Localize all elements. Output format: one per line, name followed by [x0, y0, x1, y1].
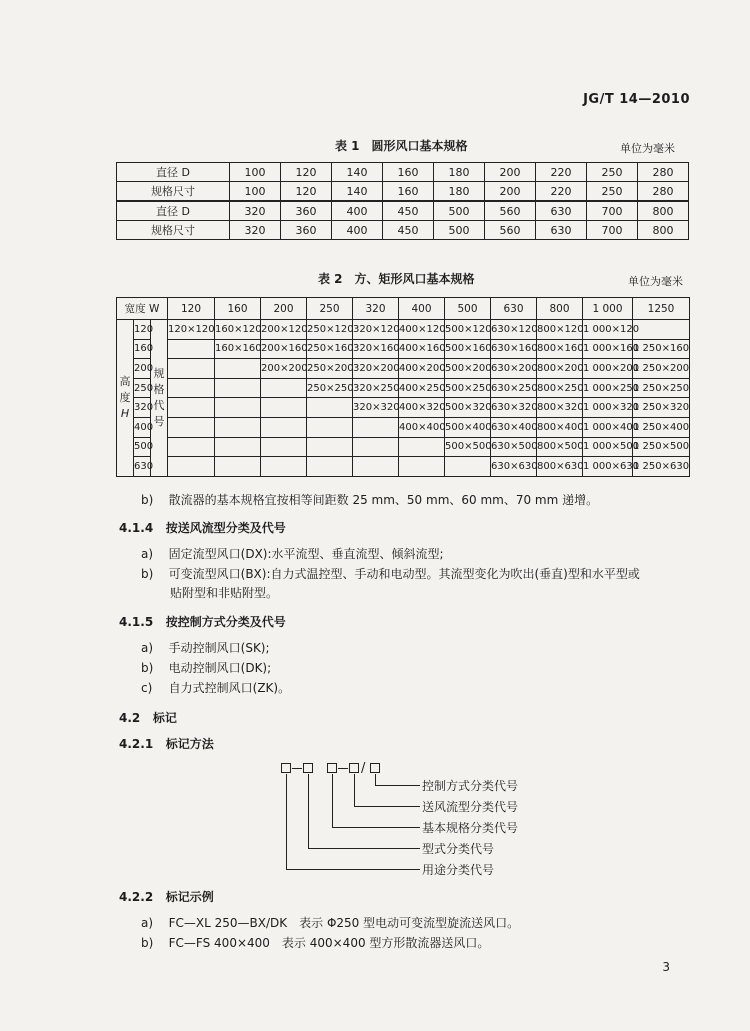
table-cell: 160×160: [215, 339, 261, 359]
table-row: [117, 163, 689, 182]
spec-label-char: 代: [153, 398, 165, 412]
table-cell: 1 250×160: [633, 339, 690, 359]
table-cell: 800×120: [537, 320, 583, 340]
table-cell-empty: [445, 457, 491, 477]
table-cell: 220: [536, 163, 587, 182]
height-label-char: H: [120, 406, 130, 420]
table-cell-empty: [215, 437, 261, 457]
height-label-char: 度: [119, 390, 131, 404]
item-label: b): [141, 567, 154, 581]
row-header: 320: [134, 398, 151, 418]
table-cell: 1 250×400: [633, 417, 690, 437]
column-header: 1 000: [583, 298, 633, 320]
table-cell: 280: [638, 163, 689, 182]
table-cell: 250×200: [307, 359, 353, 379]
table1: [116, 162, 689, 240]
header-row: [117, 298, 690, 320]
table2-caption: 表 2 方、矩形风口基本规格: [318, 272, 475, 286]
table-cell: 250×120: [307, 320, 353, 340]
table-cell: 320×200: [353, 359, 399, 379]
section-title: 标记: [152, 711, 177, 725]
row-label: 规格尺寸: [117, 182, 230, 202]
table-cell: 360: [281, 221, 332, 240]
table-row: [117, 201, 689, 221]
spec-label-char: 规: [153, 366, 165, 380]
section-number: 4.1.5: [119, 615, 154, 629]
item-text: 自力式控制风口(ZK)。: [168, 681, 291, 695]
table-cell: 500×320: [445, 398, 491, 418]
row-header: 120: [134, 320, 151, 340]
table-cell: 800×320: [537, 398, 583, 418]
table-cell: 220: [536, 182, 587, 202]
table-row: [117, 437, 690, 457]
table-cell: 200: [485, 163, 536, 182]
item-label: a): [141, 916, 154, 930]
column-header: 120: [168, 298, 215, 320]
spec-label-char: 号: [153, 414, 165, 428]
row-header: 250: [134, 378, 151, 398]
table-row: [117, 320, 690, 340]
table-cell: 250×160: [307, 339, 353, 359]
table-cell-empty: [261, 398, 307, 418]
table-cell: 630: [536, 201, 587, 221]
row-label: 规格尺寸: [117, 221, 230, 240]
table-cell: 800×200: [537, 359, 583, 379]
column-header: 630: [491, 298, 537, 320]
section-4-2-2-heading: [119, 888, 214, 905]
item-text: 散流器的基本规格宜按相等间距数 25 mm、50 mm、60 mm、70 mm 递增。: [168, 493, 599, 507]
table-cell: 700: [587, 201, 638, 221]
table-cell: 630×160: [491, 339, 537, 359]
table-cell: 1 000×120: [583, 320, 633, 340]
table-cell: 700: [587, 221, 638, 240]
table-cell: 500×250: [445, 378, 491, 398]
table-cell: 100: [230, 163, 281, 182]
column-header: 800: [537, 298, 583, 320]
diagram-label: 型式分类代号: [422, 842, 495, 856]
item-label: a): [141, 641, 154, 655]
table1-unit: 单位为毫米: [620, 142, 675, 155]
section-number: 4.1.4: [119, 521, 154, 535]
table-cell: 560: [485, 201, 536, 221]
column-header: 400: [399, 298, 445, 320]
table-cell-empty: [399, 457, 445, 477]
row-label: 直径 D: [117, 201, 230, 221]
table-cell: 280: [638, 182, 689, 202]
table-cell: 630×200: [491, 359, 537, 379]
table-cell-empty: [307, 457, 353, 477]
table-cell: 140: [332, 182, 383, 202]
section-number: 4.2.2: [119, 890, 154, 904]
table-cell: 160: [383, 182, 434, 202]
table-cell: 1 250×500: [633, 437, 690, 457]
item-label: a): [141, 547, 154, 561]
table-cell: 120: [281, 182, 332, 202]
list-item-b-continuation: 贴附型和非贴附型。: [170, 586, 279, 600]
table-cell: 120×120: [168, 320, 215, 340]
section-title: 标记方法: [165, 737, 214, 751]
table-cell-empty: [633, 320, 690, 340]
table-cell-empty: [307, 437, 353, 457]
page-number: 3: [662, 960, 670, 974]
table-cell: 630×500: [491, 437, 537, 457]
row-header: 630: [134, 457, 151, 477]
table-cell-empty: [168, 437, 215, 457]
section-title: 按控制方式分类及代号: [165, 615, 286, 629]
table-cell: 200×120: [261, 320, 307, 340]
table-cell: 200×160: [261, 339, 307, 359]
spec-label: [151, 320, 168, 477]
column-header: 200: [261, 298, 307, 320]
table-cell: 1 000×320: [583, 398, 633, 418]
row-header: 160: [134, 339, 151, 359]
table-cell: 250: [587, 163, 638, 182]
list-item-a: [141, 640, 270, 656]
table-cell: 140: [332, 163, 383, 182]
row-label: 直径 D: [117, 163, 230, 182]
table-cell: 400: [332, 221, 383, 240]
table-row: [117, 182, 689, 202]
table-cell: 400×120: [399, 320, 445, 340]
table-cell-empty: [353, 437, 399, 457]
table-cell: 360: [281, 201, 332, 221]
table-cell-empty: [168, 378, 215, 398]
table-cell: 800×400: [537, 417, 583, 437]
list-item-b: [141, 660, 271, 676]
code-box: [327, 763, 337, 773]
table-cell-empty: [261, 437, 307, 457]
table-cell: 400×200: [399, 359, 445, 379]
spec-label-char: 格: [153, 382, 165, 396]
table-cell: 320×120: [353, 320, 399, 340]
item-label: b): [141, 493, 154, 507]
table-cell: 1 000×400: [583, 417, 633, 437]
table-cell: 630×320: [491, 398, 537, 418]
table-cell: 400×400: [399, 417, 445, 437]
row-header: 200: [134, 359, 151, 379]
table-cell: 560: [485, 221, 536, 240]
table-cell: 800×500: [537, 437, 583, 457]
table-cell: 630: [536, 221, 587, 240]
table-cell-empty: [261, 457, 307, 477]
table-cell: 100: [230, 182, 281, 202]
column-header: 160: [215, 298, 261, 320]
table-cell: 1 000×200: [583, 359, 633, 379]
table-cell: 450: [383, 221, 434, 240]
table-cell: 500×120: [445, 320, 491, 340]
table-cell-empty: [353, 417, 399, 437]
table-cell-empty: [399, 437, 445, 457]
item-text: 可变流型风口(BX):自力式温控型、手动和电动型。其流型变化为吹出(垂直)型和水平型或: [168, 567, 640, 581]
code-box: [349, 763, 359, 773]
table-cell: 250×250: [307, 378, 353, 398]
table-row: [117, 378, 690, 398]
table-cell-empty: [168, 417, 215, 437]
table-cell: 400×320: [399, 398, 445, 418]
height-label-char: 高: [119, 374, 131, 388]
table-row: [117, 221, 689, 240]
table-cell: 320: [230, 201, 281, 221]
table-cell: 500×160: [445, 339, 491, 359]
list-item-b: [141, 492, 598, 508]
code-box: [281, 763, 291, 773]
table-cell: 500×500: [445, 437, 491, 457]
dash: [292, 768, 302, 769]
column-header: 1250: [633, 298, 690, 320]
table-cell: 200×200: [261, 359, 307, 379]
item-label: b): [141, 936, 154, 950]
table-cell: 200: [485, 182, 536, 202]
row-header: 500: [134, 437, 151, 457]
table-cell: 250: [587, 182, 638, 202]
table-cell-empty: [261, 378, 307, 398]
height-label: [117, 320, 134, 477]
list-item-b: [141, 566, 640, 582]
item-text: 电动控制风口(DK);: [168, 661, 272, 675]
diagram-label: 用途分类代号: [422, 863, 495, 877]
diagram-label: 控制方式分类代号: [422, 779, 519, 793]
section-number: 4.2: [119, 711, 141, 725]
table-cell: 1 250×250: [633, 378, 690, 398]
item-text: FC—XL 250—BX/DK 表示 Φ250 型电动可变流型旋流送风口。: [168, 916, 520, 930]
table-row: [117, 339, 690, 359]
table-cell: 500×200: [445, 359, 491, 379]
row-header: 400: [134, 417, 151, 437]
item-label: b): [141, 661, 154, 675]
table-cell: 180: [434, 163, 485, 182]
table-cell: 1 000×250: [583, 378, 633, 398]
diagram-label: 基本规格分类代号: [422, 821, 519, 835]
table-cell-empty: [215, 398, 261, 418]
table-cell: 630×400: [491, 417, 537, 437]
table-cell: 630×250: [491, 378, 537, 398]
table-cell: 500: [434, 201, 485, 221]
table-cell: 320×160: [353, 339, 399, 359]
section-number: 4.2.1: [119, 737, 154, 751]
item-text: FC—FS 400×400 表示 400×400 型方形散流器送风口。: [168, 936, 490, 950]
item-text: 手动控制风口(SK);: [168, 641, 270, 655]
diagram-label: 送风流型分类代号: [422, 800, 519, 814]
section-4-2-1-heading: [119, 735, 214, 752]
table-cell: 1 000×500: [583, 437, 633, 457]
table-cell: 320×320: [353, 398, 399, 418]
table-cell: 400×250: [399, 378, 445, 398]
table-cell-empty: [168, 457, 215, 477]
item-label: c): [141, 681, 153, 695]
table-cell-empty: [168, 339, 215, 359]
width-label: 宽度 W: [117, 298, 168, 320]
table-cell: 320: [230, 221, 281, 240]
document-code: JG/T 14—2010: [583, 92, 690, 107]
table-cell: 1 250×320: [633, 398, 690, 418]
table-row: [117, 398, 690, 418]
table-cell: 1 000×160: [583, 339, 633, 359]
table-cell: 400×160: [399, 339, 445, 359]
table-cell: 450: [383, 201, 434, 221]
table-cell: 800×250: [537, 378, 583, 398]
table-cell-empty: [307, 398, 353, 418]
column-header: 500: [445, 298, 491, 320]
table-cell-empty: [168, 398, 215, 418]
table2-unit: 单位为毫米: [628, 275, 683, 288]
table-cell: 120: [281, 163, 332, 182]
slash: /: [361, 761, 366, 776]
table-cell: 400: [332, 201, 383, 221]
column-header: 320: [353, 298, 399, 320]
table-cell-empty: [307, 417, 353, 437]
table-cell: 800×160: [537, 339, 583, 359]
code-box: [303, 763, 313, 773]
table-cell: 630×120: [491, 320, 537, 340]
table-cell: 1 000×630: [583, 457, 633, 477]
table-cell: 320×250: [353, 378, 399, 398]
section-4-1-4-heading: [119, 519, 286, 536]
table-cell: 160: [383, 163, 434, 182]
table1-caption: 表 1 圆形风口基本规格: [335, 139, 468, 153]
table-row: [117, 457, 690, 477]
code-box: [370, 763, 380, 773]
table-cell-empty: [168, 359, 215, 379]
table-cell-empty: [215, 417, 261, 437]
table-cell-empty: [215, 378, 261, 398]
table-cell: 1 250×200: [633, 359, 690, 379]
example-a: [141, 915, 519, 931]
table-row: [117, 417, 690, 437]
table-cell: 800: [638, 201, 689, 221]
section-4-2-heading: [119, 709, 177, 726]
table-cell: 800: [638, 221, 689, 240]
table-cell: 800×630: [537, 457, 583, 477]
table-cell-empty: [215, 457, 261, 477]
table-cell-empty: [215, 359, 261, 379]
example-b: [141, 935, 489, 951]
table-cell: 500×400: [445, 417, 491, 437]
table-cell-empty: [261, 417, 307, 437]
column-header: 250: [307, 298, 353, 320]
list-item-a: [141, 546, 444, 562]
list-item-c: [141, 680, 290, 696]
table-row: [117, 359, 690, 379]
item-text: 固定流型风口(DX):水平流型、垂直流型、倾斜流型;: [168, 547, 444, 561]
section-4-1-5-heading: [119, 613, 286, 630]
dash: [338, 768, 348, 769]
table2: [116, 297, 690, 477]
table-cell: 500: [434, 221, 485, 240]
table-cell: 160×120: [215, 320, 261, 340]
table-cell-empty: [353, 457, 399, 477]
section-title: 按送风流型分类及代号: [165, 521, 286, 535]
section-title: 标记示例: [165, 890, 214, 904]
table-cell: 630×630: [491, 457, 537, 477]
table-cell: 180: [434, 182, 485, 202]
table-cell: 1 250×630: [633, 457, 690, 477]
